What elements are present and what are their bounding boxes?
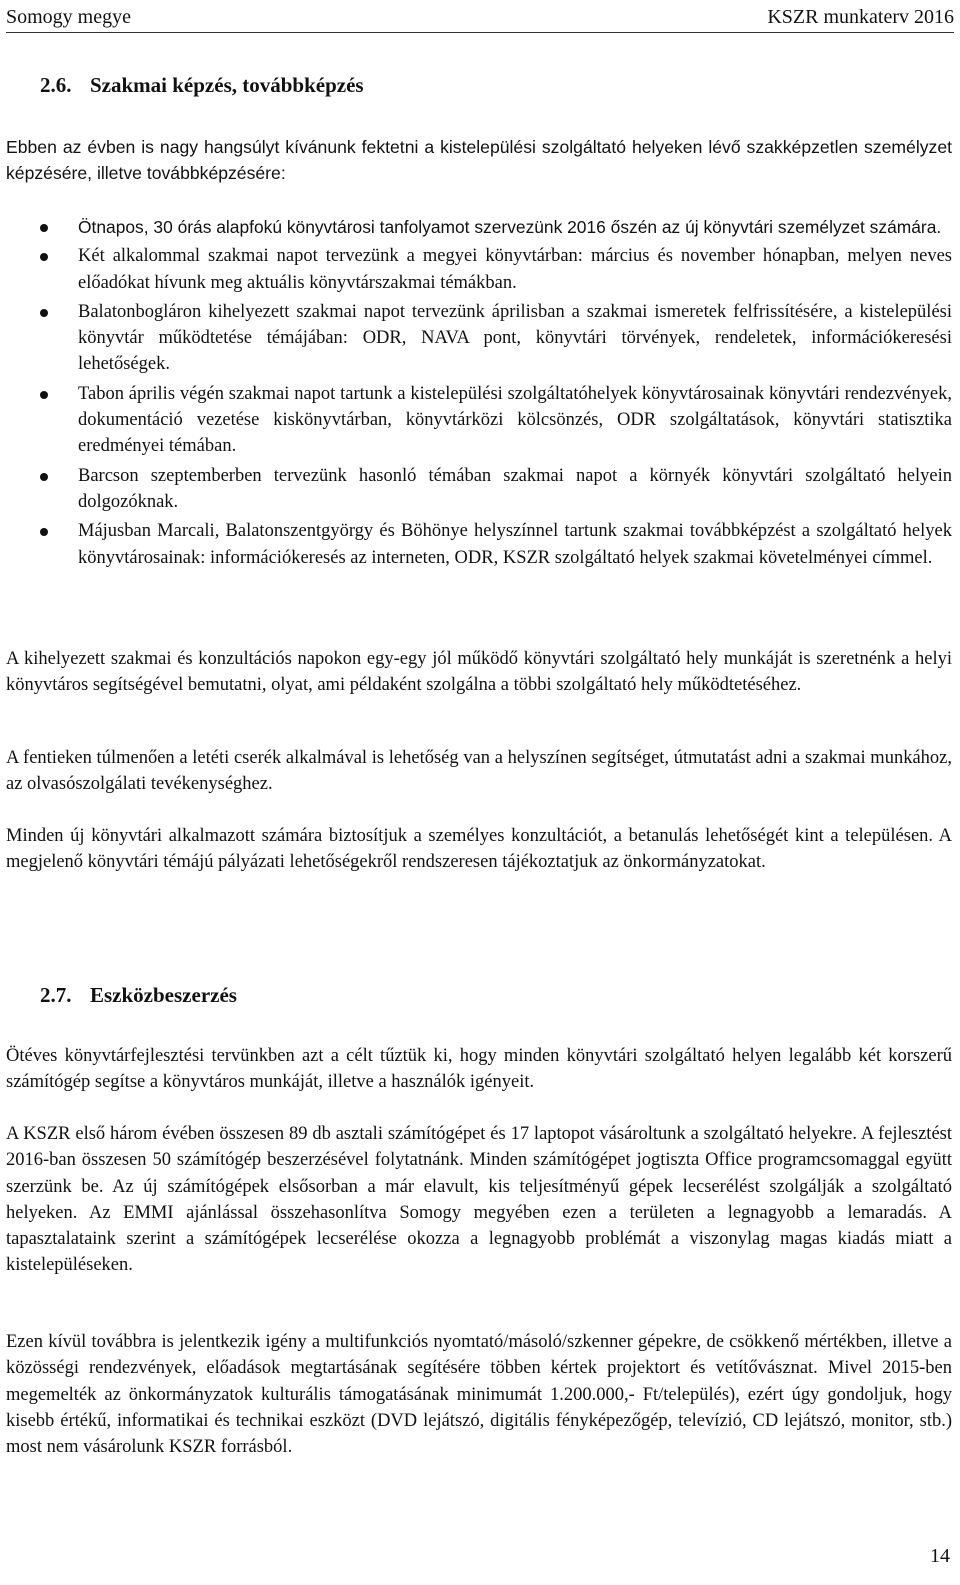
body-paragraph: A kihelyezett szakmai és konzultációs napokon egy-egy jól működő könyvtári szolgáltató hely munkáját is szeretnénk a helyi könyvtáros segítségével bemutatni, olyat, ami példaként szolgálna a többi szolgáltató hely működtetéséhez. <box>6 649 952 696</box>
section-heading-2-6 <box>40 73 364 98</box>
bullet-icon <box>40 528 48 536</box>
list-item <box>6 299 952 378</box>
list-item-text: Balatonbogláron kihelyezett szakmai napot tervezünk áprilisban a szakmai ismeretek felfrissítésére, a kistelepülési könyvtár működtetése témájában: ODR, NAVA pont, könyvtári törvények, rendeletek, információkeresési lehetőségek. <box>78 301 952 375</box>
header-left-text: Somogy megye <box>6 6 131 28</box>
section-title: Eszközbeszerzés <box>90 983 237 1007</box>
body-paragraph: A fentieken túlmenően a letéti cserék alkalmával is lehetőség van a helyszínen segítséget, útmutatást adni a szakmai munkához, az olvasószolgálati tevékenységhez. <box>6 748 952 795</box>
list-item <box>6 518 952 571</box>
section-title: Szakmai képzés, továbbképzés <box>90 73 364 97</box>
list-item-text: Két alkalommal szakmai napot tervezünk a megyei könyvtárban: március és november hónapban, melyen neves előadókat hívunk meg aktuális könyvtárszakmai témákban. <box>78 246 952 293</box>
list-item <box>6 243 952 296</box>
bullet-icon <box>40 391 48 399</box>
list-item <box>6 214 952 240</box>
list-item <box>6 381 952 460</box>
intro-paragraph: Ebben az évben is nagy hangsúlyt kívánunk fektetni a kistelepülési szolgáltató helyeken lévő szakképzetlen személyzet képzésére, illetve továbbképzésére: <box>6 137 952 184</box>
list-item <box>6 463 952 516</box>
page-number: 14 <box>930 1545 950 1567</box>
list-item-text: Barcson szeptemberben tervezünk hasonló témában szakmai napot a környék könyvtári szolgáltató helyein dolgozóknak. <box>78 465 952 512</box>
bullet-icon <box>40 309 48 317</box>
body-paragraph: A KSZR első három évében összesen 89 db asztali számítógépet és 17 laptopot vásároltunk a szolgáltató helyekre. A fejlesztést 2016-ban összesen 50 számítógép beszerzésével folytatnánk. Minden számítógépet jogtiszta Office programcsomaggal együtt szerzünk be. Az új számítógépek elsősorban a már elavult, kis teljesítményű gépek lecserélést szolgálják a szolgáltató helyeken. Az EMMI ajánlással összehasonlítva Somogy megyében ezen a területen a legnagyobb a lemaradás. A tapasztalataink szerint a számítógépek lecserélése okozza a legnagyobb problémát a viszonylag magas kiadás miatt a kistelepüléseken. <box>6 1124 952 1276</box>
body-paragraph: Minden új könyvtári alkalmazott számára biztosítjuk a személyes konzultációt, a betanulás lehetőségét kint a településen. A megjelenő könyvtári témájú pályázati lehetőségekről rendszeresen tájékoztatjuk az önkormányzatokat. <box>6 826 952 873</box>
list-item-text: Ötnapos, 30 órás alapfokú könyvtárosi tanfolyamot szervezünk 2016 őszén az új könyvtári személyzet számára. <box>78 217 942 237</box>
section-number: 2.6. <box>40 73 72 97</box>
bullet-icon <box>40 473 48 481</box>
section-heading-2-7 <box>40 983 237 1008</box>
page-header <box>6 4 954 33</box>
training-bullet-list <box>6 214 952 574</box>
bullet-icon <box>40 253 48 261</box>
section-number: 2.7. <box>40 983 72 1007</box>
bullet-icon <box>40 224 48 232</box>
body-paragraph: Ötéves könyvtárfejlesztési tervünkben azt a célt tűztük ki, hogy minden könyvtári szolgáltató helyen legalább két korszerű számítógép segítse a könyvtáros munkáját, illetve a használók igényeit. <box>6 1046 952 1093</box>
list-item-text: Tabon április végén szakmai napot tartunk a kistelepülési szolgáltatóhelyek könyvtárosainak könyvtári rendezvények, dokumentáció vezetése kiskönyvtárban, könyvtárközi kölcsönzés, ODR szolgáltatások, könyvtári statisztika eredményei témában. <box>78 383 952 457</box>
list-item-text: Májusban Marcali, Balatonszentgyörgy és Böhönye helyszínnel tartunk szakmai továbbképzést a szolgáltató helyek könyvtárosainak: információkeresés az interneten, ODR, KSZR szolgáltató helyek szakmai követelményei címmel. <box>78 521 952 568</box>
body-paragraph: Ezen kívül továbbra is jelentkezik igény a multifunkciós nyomtató/másoló/szkenner gépekre, de csökkenő mértékben, illetve a közösségi rendezvények, előadások megtartásának segítésére többen kértek projektort és vetítővásznat. Mivel 2015-ben megemelték az önkormányzatok kulturális támogatásának minimumát 1.200.000,- Ft/település), ezért úgy gondoljuk, hogy kisebb értékű, informatikai és technikai eszközt (DVD lejátszó, digitális fényképezőgép, televízió, CD lejátszó, monitor, stb.) most nem vásárolunk KSZR forrásból. <box>6 1332 952 1458</box>
header-right-text: KSZR munkaterv 2016 <box>767 6 954 28</box>
